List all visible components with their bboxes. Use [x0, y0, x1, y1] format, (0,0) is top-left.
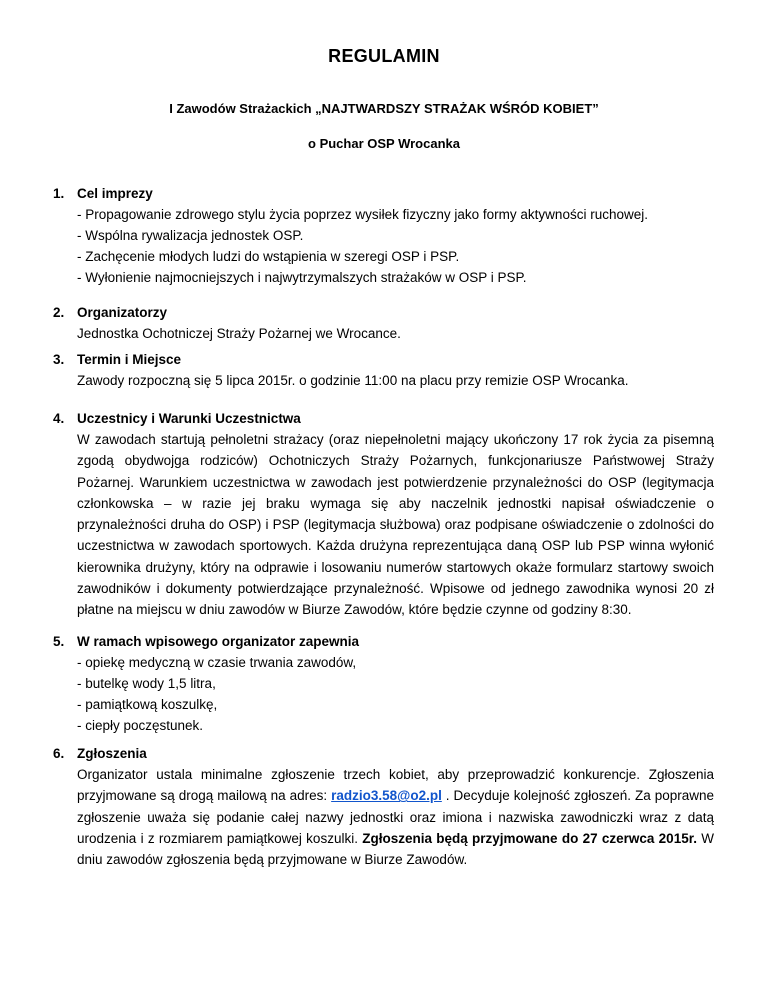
list-item: - Wyłonienie najmocniejszych i najwytrzymalszych strażaków w OSP i PSP.	[77, 270, 527, 285]
list-item: - butelkę wody 1,5 litra,	[77, 676, 216, 691]
list-item: - Propagowanie zdrowego stylu życia poprzez wysiłek fizyczny jako formy aktywności ruchowej.	[77, 207, 648, 222]
zgloszenia-text-2: . Decyduje kolejność zgłoszeń. Za poprawne zgłoszenie uważa się podanie całej nazwy jednostki oraz imiona i nazwiska zawodniczki wraz z datą urodzenia i z rozmiarem pamiątkowej koszulki.	[77, 788, 714, 846]
document-subtitle-cup: o Puchar OSP Wrocanka	[308, 136, 460, 151]
section-paragraph: W zawodach startują pełnoletni strażacy (oraz niepełnoletni mający ukończony 17 rok życia za pisemną zgodą obydwojga rodziców) Ochotniczych Straży Pożarnych, funkcjonariusze Państwowej Straży Pożarnej. Warunkiem uczestnictwa w zawodach jest potwierdzenie przynależności do OSP (legitymacja członkowska – w razie jej braku wymaga się aby naczelnik jednostki napisał oświadczenie o przynależności druha do OSP) i PSP (legitymacja służbowa) oraz podpisane oświadczenie o zdolności do uczestnictwa w zawodach sportowych. Każda drużyna reprezentująca daną OSP lub PSP winna wyłonić kierownika drużyny, który na odprawie i losowaniu numerów startowych okaże formularz startowy swoich zawodników i dokumenty potwierdzające przynależność. Wpisowe od jednego zawodnika wynosi 20 zł płatne na miejscu w dniu zawodów w Biurze Zawodów, które będzie czynne od godziny 8:30.	[77, 432, 714, 618]
section-heading: Termin i Miejsce	[77, 352, 182, 367]
document-subtitle: I Zawodów Strażackich „NAJTWARDSZY STRAŻAK WŚRÓD KOBIET”	[169, 101, 599, 116]
document-title: REGULAMIN	[328, 46, 440, 66]
section-number: 5.	[53, 634, 65, 649]
list-item: - ciepły poczęstunek.	[77, 718, 204, 733]
section-heading: Uczestnicy i Warunki Uczestnictwa	[77, 411, 301, 426]
section-number: 2.	[53, 305, 65, 320]
list-item: - opiekę medyczną w czasie trwania zawodów,	[77, 655, 357, 670]
list-item: - Zachęcenie młodych ludzi do wstąpienia w szeregi OSP i PSP.	[77, 249, 460, 264]
section-heading: Organizatorzy	[77, 305, 168, 320]
email-link[interactable]: radzio3.58@o2.pl	[331, 788, 442, 804]
zgloszenia-deadline: Zgłoszenia będą przyjmowane do 27 czerwca 2015r.	[362, 830, 697, 846]
zgloszenia-text-1: Organizator ustala minimalne zgłoszenie trzech kobiet, aby przeprowadzić konkurencje. Zgłoszenia przyjmowane są drogą mailową na adres:	[77, 767, 714, 804]
section-number: 6.	[53, 746, 65, 761]
section-heading: Zgłoszenia	[77, 746, 147, 761]
section-number: 3.	[53, 352, 65, 367]
section-text: Jednostka Ochotniczej Straży Pożarnej we Wrocance.	[77, 326, 401, 341]
zgloszenia-text-3: W dniu zawodów zgłoszenia będą przyjmowane w Biurze Zawodów.	[77, 830, 714, 868]
section-heading: Cel imprezy	[77, 186, 153, 201]
section-heading: W ramach wpisowego organizator zapewnia	[77, 634, 360, 649]
section-number: 1.	[53, 186, 65, 201]
section-number: 4.	[53, 411, 65, 426]
list-item: - pamiątkową koszulkę,	[77, 697, 218, 712]
section-text: Zawody rozpoczną się 5 lipca 2015r. o godzinie 11:00 na placu przy remizie OSP Wrocanka.	[77, 373, 629, 388]
list-item: - Wspólna rywalizacja jednostek OSP.	[77, 228, 304, 243]
section-paragraph	[77, 764, 714, 870]
